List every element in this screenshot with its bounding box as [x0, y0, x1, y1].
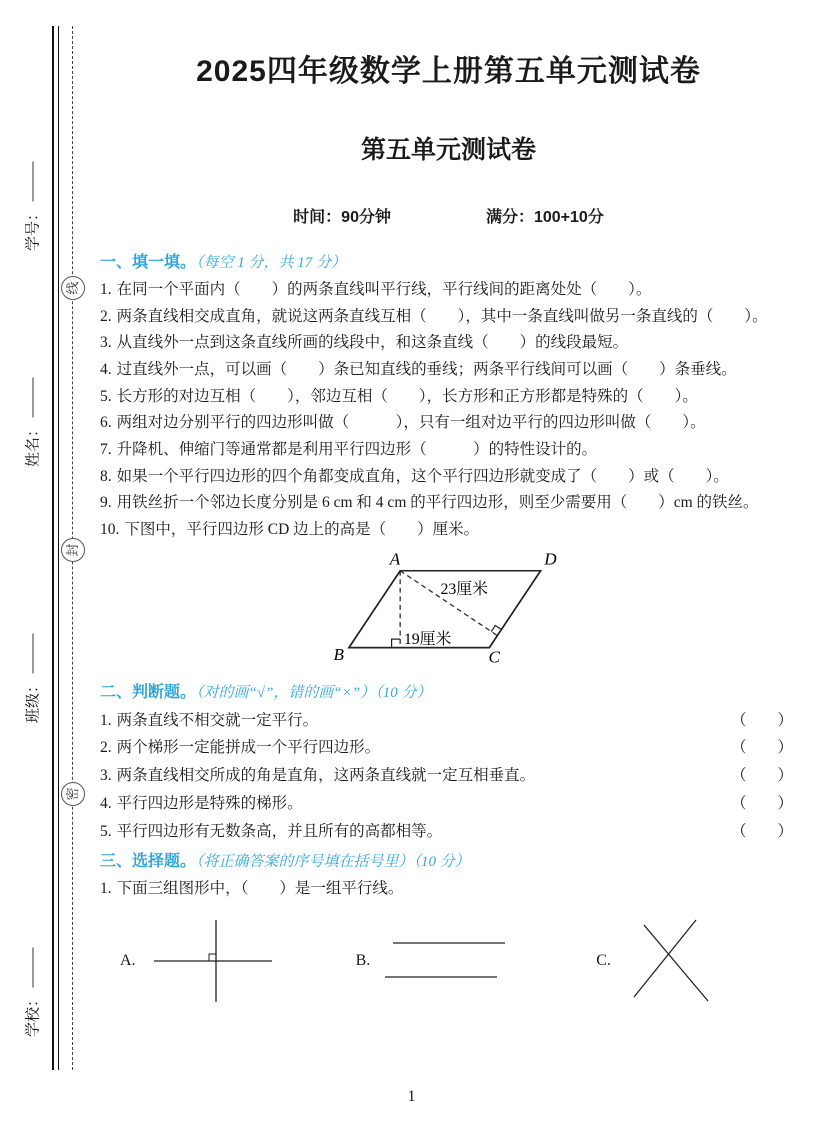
school-label-text: 学校：	[25, 992, 42, 1038]
question-text: 在同一个平面内（ ）的两条直线叫平行线，平行线间的距离处处（ ）。	[116, 281, 652, 298]
question-number: 5.	[100, 387, 112, 405]
question-number: 1.	[100, 281, 112, 298]
vertex-c-label: C	[487, 646, 500, 666]
student-id-blank	[31, 162, 33, 202]
name-blank	[31, 378, 33, 418]
question-text	[100, 734, 731, 762]
question-number: 8.	[100, 467, 112, 485]
paper-title: 2025四年级数学上册第五单元测试卷	[196, 55, 701, 88]
judge-question-4	[100, 790, 797, 818]
class-label-text: 班级：	[25, 678, 42, 724]
question-number: 3.	[100, 334, 112, 352]
section-judge-title: 二、判断题。	[100, 683, 197, 701]
binding-solid-line	[52, 26, 59, 1070]
question-text: 从直线外一点到这条直线所画的线段中，和这条直线（ ）的线段最短。	[116, 334, 629, 352]
question-text	[100, 762, 731, 790]
right-angle-mark-1	[391, 639, 400, 648]
section-choice-heading	[100, 848, 797, 871]
question-number: 5.	[100, 823, 112, 841]
option-a	[120, 917, 290, 1005]
fill-question-4	[100, 357, 797, 384]
judge-question-5	[100, 818, 797, 846]
question-number: 1.	[100, 711, 112, 729]
vertex-b-label: B	[333, 644, 344, 664]
question-text: 用铁丝折一个邻边长度分别是 6 cm 和 4 cm 的平行四边形，则至少需要用（ ）cm 的铁丝。	[116, 494, 759, 512]
option-c	[596, 917, 725, 1005]
answer-bracket: （ ）	[730, 739, 793, 757]
seal-char-feng: 封	[61, 538, 85, 562]
option-c-label: C.	[596, 951, 611, 969]
question-text	[100, 790, 731, 818]
right-angle-mark	[209, 954, 216, 961]
intersecting-lines-figure	[615, 917, 725, 1005]
parallelogram-svg	[325, 550, 573, 666]
fill-question-9	[100, 490, 797, 517]
question-number: 7.	[100, 440, 112, 458]
question-text	[100, 818, 731, 846]
seal-char-mi: 密	[61, 782, 85, 806]
section-choice-note: （将正确答案的序号填在括号里）（10 分）	[196, 854, 470, 871]
question-text: 升降机、伸缩门等通常都是利用平行四边形（ ）的特性设计的。	[116, 440, 598, 458]
fill-question-6	[100, 410, 797, 437]
fill-question-1	[100, 277, 797, 304]
question-number: 1.	[100, 880, 112, 898]
option-b	[356, 917, 515, 1005]
section-judge-heading	[100, 679, 797, 702]
height-19-label: 19厘米	[403, 630, 451, 648]
question-body: 两条直线相交所成的角是直角，这两条直线就一定互相垂直。	[116, 767, 536, 785]
perpendicular-lines-figure	[140, 917, 290, 1005]
question-body: 两个梯形一定能拼成一个平行四边形。	[116, 739, 381, 757]
question-number: 10.	[100, 520, 120, 538]
seal-char-line: 线	[61, 276, 85, 300]
answer-bracket: （ ）	[730, 711, 793, 729]
class-label	[22, 633, 43, 725]
question-text	[100, 707, 731, 735]
question-number: 4.	[100, 360, 112, 378]
section-fill-note: （每空 1 分，共 17 分）	[196, 255, 347, 271]
judge-question-2	[100, 734, 797, 762]
option-a-label: A.	[120, 951, 136, 969]
question-text: 过直线外一点，可以画（ ）条已知直线的垂线；两条平行线间可以画（ ）条垂线。	[116, 360, 737, 378]
question-number: 2.	[100, 739, 112, 757]
school-blank	[31, 948, 33, 988]
question-text: 两组对边分别平行的四边形叫做（ ），只有一组对边平行的四边形叫做（ ）。	[116, 414, 706, 432]
paper-meta-row	[100, 204, 797, 227]
question-text: 下面三组图形中，（ ）是一组平行线。	[116, 880, 404, 898]
question-number: 6.	[100, 414, 112, 432]
question-body: 平行四边形是特殊的梯形。	[116, 795, 303, 813]
section-choice-title: 三、选择题。	[100, 853, 197, 871]
question-number: 3.	[100, 767, 112, 785]
class-blank	[31, 634, 33, 674]
question-body: 两条直线不相交就一定平行。	[116, 711, 319, 729]
question-number: 2.	[100, 307, 112, 325]
fill-question-7	[100, 437, 797, 464]
judge-question-1	[100, 707, 797, 735]
answer-bracket: （ ）	[730, 823, 793, 841]
student-id-label	[22, 161, 43, 253]
height-23-label: 23厘米	[439, 580, 488, 598]
score-label: 满分：100+10分	[485, 209, 604, 226]
parallelogram-figure	[100, 550, 797, 671]
question-body: 平行四边形有无数条高，并且所有的高都相等。	[116, 823, 443, 841]
name-label	[22, 377, 43, 469]
question-number: 4.	[100, 795, 112, 813]
answer-bracket: （ ）	[730, 795, 793, 813]
section-fill-title: 一、填一填。	[100, 254, 197, 271]
answer-bracket: （ ）	[730, 767, 793, 785]
paper-subtitle: 第五单元测试卷	[360, 136, 536, 164]
vertex-a-label: A	[389, 549, 400, 569]
fill-question-8	[100, 464, 797, 491]
option-b-label: B.	[355, 951, 371, 969]
section-fill-heading	[100, 249, 797, 272]
parallel-lines-figure	[374, 917, 514, 1005]
fill-question-2	[100, 304, 797, 331]
question-text: 如果一个平行四边形的四个角都变成直角，这个平行四边形就变成了（ ）或（ ）。	[116, 467, 729, 485]
page-number: 1	[407, 1088, 416, 1105]
fill-question-3	[100, 330, 797, 357]
question-text: 下图中，平行四边形 CD 边上的高是（ ）厘米。	[124, 520, 480, 538]
paper-content	[100, 0, 797, 1005]
fill-question-10	[100, 517, 797, 544]
fill-question-5	[100, 384, 797, 411]
question-number: 9.	[100, 494, 112, 512]
judge-question-3	[100, 762, 797, 790]
question-text: 长方形的对边互相（ ），邻边互相（ ），长方形和正方形都是特殊的（ ）。	[116, 387, 698, 405]
choice-question-1	[100, 876, 797, 903]
time-label: 时间：90分钟	[293, 209, 391, 226]
question-text: 两条直线相交成直角，就说这两条直线互相（ ），其中一条直线叫做另一条直线的（ ）。	[116, 307, 768, 325]
section-judge-note: （对的画“√”，错的画“×”）（10 分）	[196, 684, 432, 701]
choice-options-row	[100, 917, 797, 1005]
student-id-label-text: 学号：	[25, 206, 42, 252]
school-label	[22, 947, 43, 1039]
vertex-d-label: D	[543, 549, 557, 569]
name-label-text: 姓名：	[25, 422, 42, 468]
